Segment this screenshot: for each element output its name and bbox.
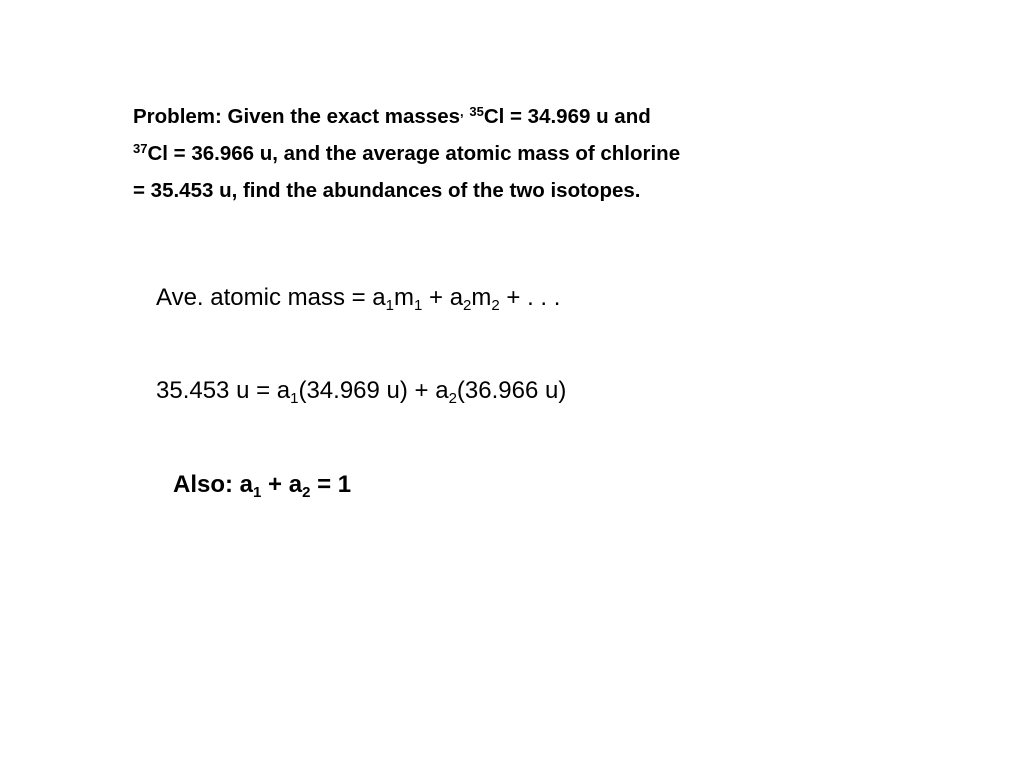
subscript: 2 bbox=[448, 390, 457, 407]
subscript: 1 bbox=[290, 390, 299, 407]
subscript: 2 bbox=[491, 297, 500, 314]
abundance-sum-constraint bbox=[173, 471, 351, 499]
problem-line-1 bbox=[133, 98, 853, 135]
isotope-37-superscript: 37 bbox=[133, 141, 148, 156]
formula-plus: + a bbox=[422, 284, 464, 311]
problem-line-3: = 35.453 u, find the abundances of the two isotopes. bbox=[133, 179, 641, 202]
formula-mass-symbol: m bbox=[471, 284, 492, 311]
formula-mass-symbol: m bbox=[394, 284, 414, 311]
formula-lhs: Ave. atomic mass = a bbox=[156, 284, 386, 311]
problem-comma: , bbox=[460, 104, 464, 119]
subscript: 1 bbox=[414, 297, 423, 314]
problem-line-1-text: Problem: Given the exact masses bbox=[133, 105, 461, 128]
equation-middle: (34.969 u) + a bbox=[298, 377, 449, 404]
problem-line-2 bbox=[133, 135, 853, 172]
isotope-35-superscript: 35 bbox=[469, 104, 484, 119]
equation-tail: (36.966 u) bbox=[456, 377, 567, 404]
subscript: 1 bbox=[385, 297, 394, 314]
problem-line-1-mass: Cl = 34.969 u and bbox=[483, 105, 651, 128]
also-equals-one: = 1 bbox=[310, 471, 352, 498]
average-mass-formula bbox=[156, 284, 560, 312]
problem-statement bbox=[133, 98, 853, 209]
problem-line-2-text: Cl = 36.966 u, and the average atomic mass of chlorine bbox=[147, 142, 681, 165]
also-plus: + a bbox=[261, 471, 303, 498]
chlorine-equation bbox=[156, 377, 566, 405]
equation-lhs: 35.453 u = a bbox=[156, 377, 291, 404]
formula-ellipsis: + . . . bbox=[499, 284, 561, 311]
also-prefix: Also: a bbox=[173, 471, 254, 498]
subscript: 2 bbox=[463, 297, 472, 314]
subscript: 1 bbox=[253, 484, 262, 501]
subscript: 2 bbox=[302, 484, 311, 501]
